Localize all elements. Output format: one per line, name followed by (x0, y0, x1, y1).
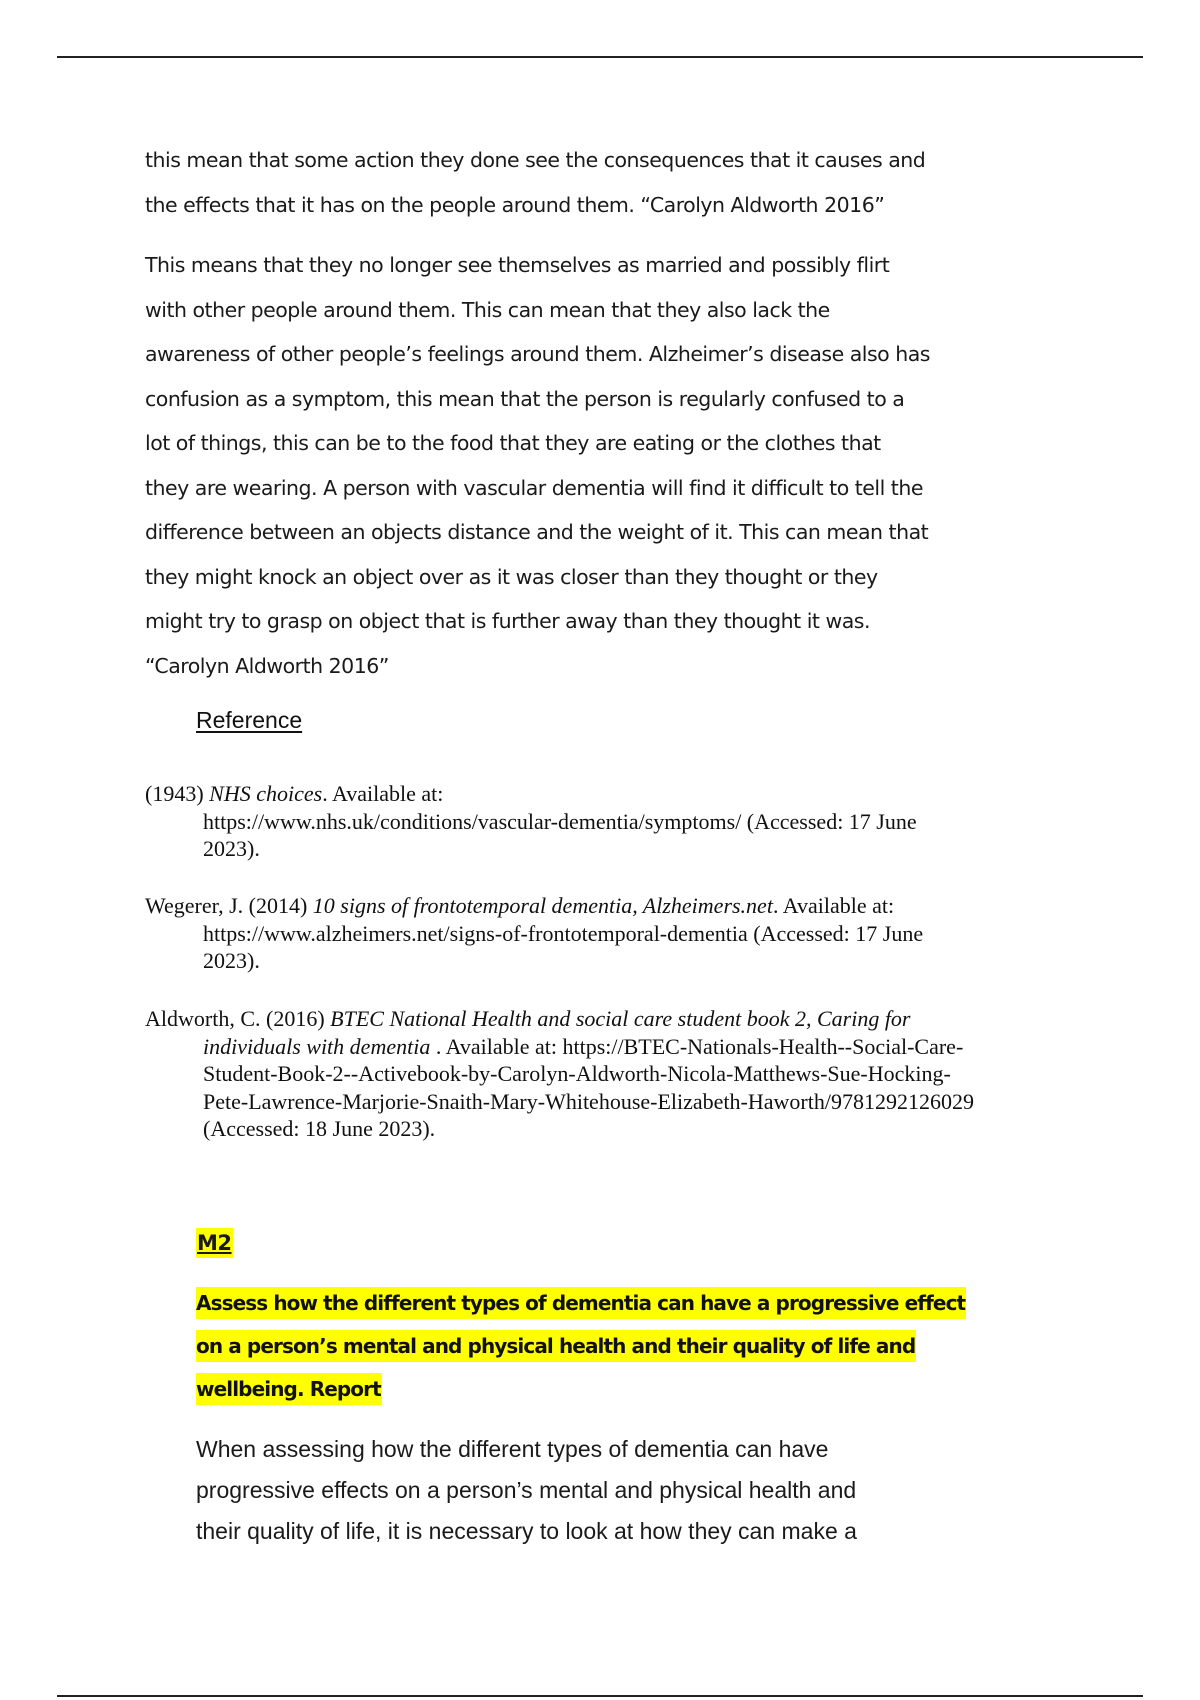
task-line-text: on a person’s mental and physical health and their quality of life and (196, 1330, 916, 1362)
reference-heading: Reference (196, 707, 303, 733)
text-line: the effects that it has on the people around them. “Carolyn Aldworth 2016” (145, 192, 885, 217)
task-line-text: Assess how the different types of dementia can have a progressive effect (196, 1287, 966, 1319)
reference-lead: Wegerer, J. (2014) (145, 893, 313, 918)
task-line (196, 1368, 966, 1411)
text-line: confusion as a symptom, this mean that the person is regularly confused to a (145, 386, 905, 411)
reference-title: NHS choices (209, 781, 323, 806)
reference-available: . Available at: https://BTEC-Nationals-Health--Social-Care- (430, 1033, 964, 1059)
reference-line: (Accessed: 18 June 2023). (203, 1116, 436, 1141)
paragraph-assessment-intro (196, 1429, 857, 1552)
page-bottom-rule (57, 1695, 1143, 1697)
text-line: This means that they no longer see themselves as married and possibly flirt (145, 253, 890, 277)
reference-lead: Aldworth, C. (2016) (145, 1006, 331, 1031)
reference-available: . Available at: (322, 781, 444, 806)
reference-title: 10 signs of frontotemporal dementia, Alzheimers.net (312, 893, 773, 918)
text-line: their quality of life, it is necessary to look at how they can make a (196, 1518, 857, 1544)
m2-task-highlight (196, 1282, 966, 1411)
text-line: this mean that some action they done see the consequences that it causes and (145, 148, 926, 172)
reference-entry-wegerer (145, 892, 1065, 975)
task-line (196, 1282, 966, 1325)
text-line: with other people around them. This can mean that they also lack the (145, 297, 830, 322)
paragraph-consequences (145, 138, 945, 227)
paragraph-symptoms (145, 243, 945, 688)
text-line: they are wearing. A person with vascular dementia will find it difficult to tell the (145, 475, 923, 500)
reference-line: 2023). (203, 836, 260, 861)
page-top-rule (57, 56, 1143, 58)
reference-entry-nhs (145, 780, 1065, 863)
text-line: might try to grasp on object that is further away than they thought it was. (145, 609, 870, 633)
text-line: When assessing how the different types of dementia can have (196, 1436, 829, 1462)
text-line: “Carolyn Aldworth 2016” (145, 653, 389, 678)
text-line: lot of things, this can be to the food that they are eating or the clothes that (145, 431, 881, 455)
reference-first-line (145, 1005, 1065, 1033)
reference-line: Student-Book-2--Activebook-by-Carolyn-Aldworth-Nicola-Matthews-Sue-Hocking- (203, 1061, 951, 1086)
reference-lead: (1943) (145, 781, 210, 806)
reference-second-line (145, 1033, 1065, 1061)
reference-line: 2023). (203, 948, 260, 973)
text-line: difference between an objects distance and the weight of it. This can mean that (145, 520, 929, 544)
reference-first-line (145, 892, 1065, 920)
reference-title: BTEC National Health and social care student book 2, Caring for (330, 1006, 911, 1031)
m2-heading: M2 (196, 1228, 233, 1258)
reference-first-line (145, 780, 1065, 808)
reference-line: https://www.nhs.uk/conditions/vascular-dementia/symptoms/ (Accessed: 17 June (203, 808, 917, 834)
text-line: awareness of other people’s feelings around them. Alzheimer’s disease also has (145, 342, 930, 366)
task-line (196, 1325, 966, 1368)
text-line: progressive effects on a person’s mental and physical health and (196, 1477, 857, 1503)
text-line: they might knock an object over as it was closer than they thought or they (145, 564, 878, 589)
reference-entry-aldworth (145, 1005, 1065, 1143)
reference-line: Pete-Lawrence-Marjorie-Snaith-Mary-Whitehouse-Elizabeth-Haworth/9781292126029 (203, 1088, 974, 1114)
reference-line: https://www.alzheimers.net/signs-of-frontotemporal-dementia (Accessed: 17 June (203, 920, 924, 946)
reference-title-cont: individuals with dementia (203, 1033, 431, 1059)
reference-available: . Available at: (772, 893, 895, 918)
task-line-text: wellbeing. Report (196, 1373, 382, 1405)
